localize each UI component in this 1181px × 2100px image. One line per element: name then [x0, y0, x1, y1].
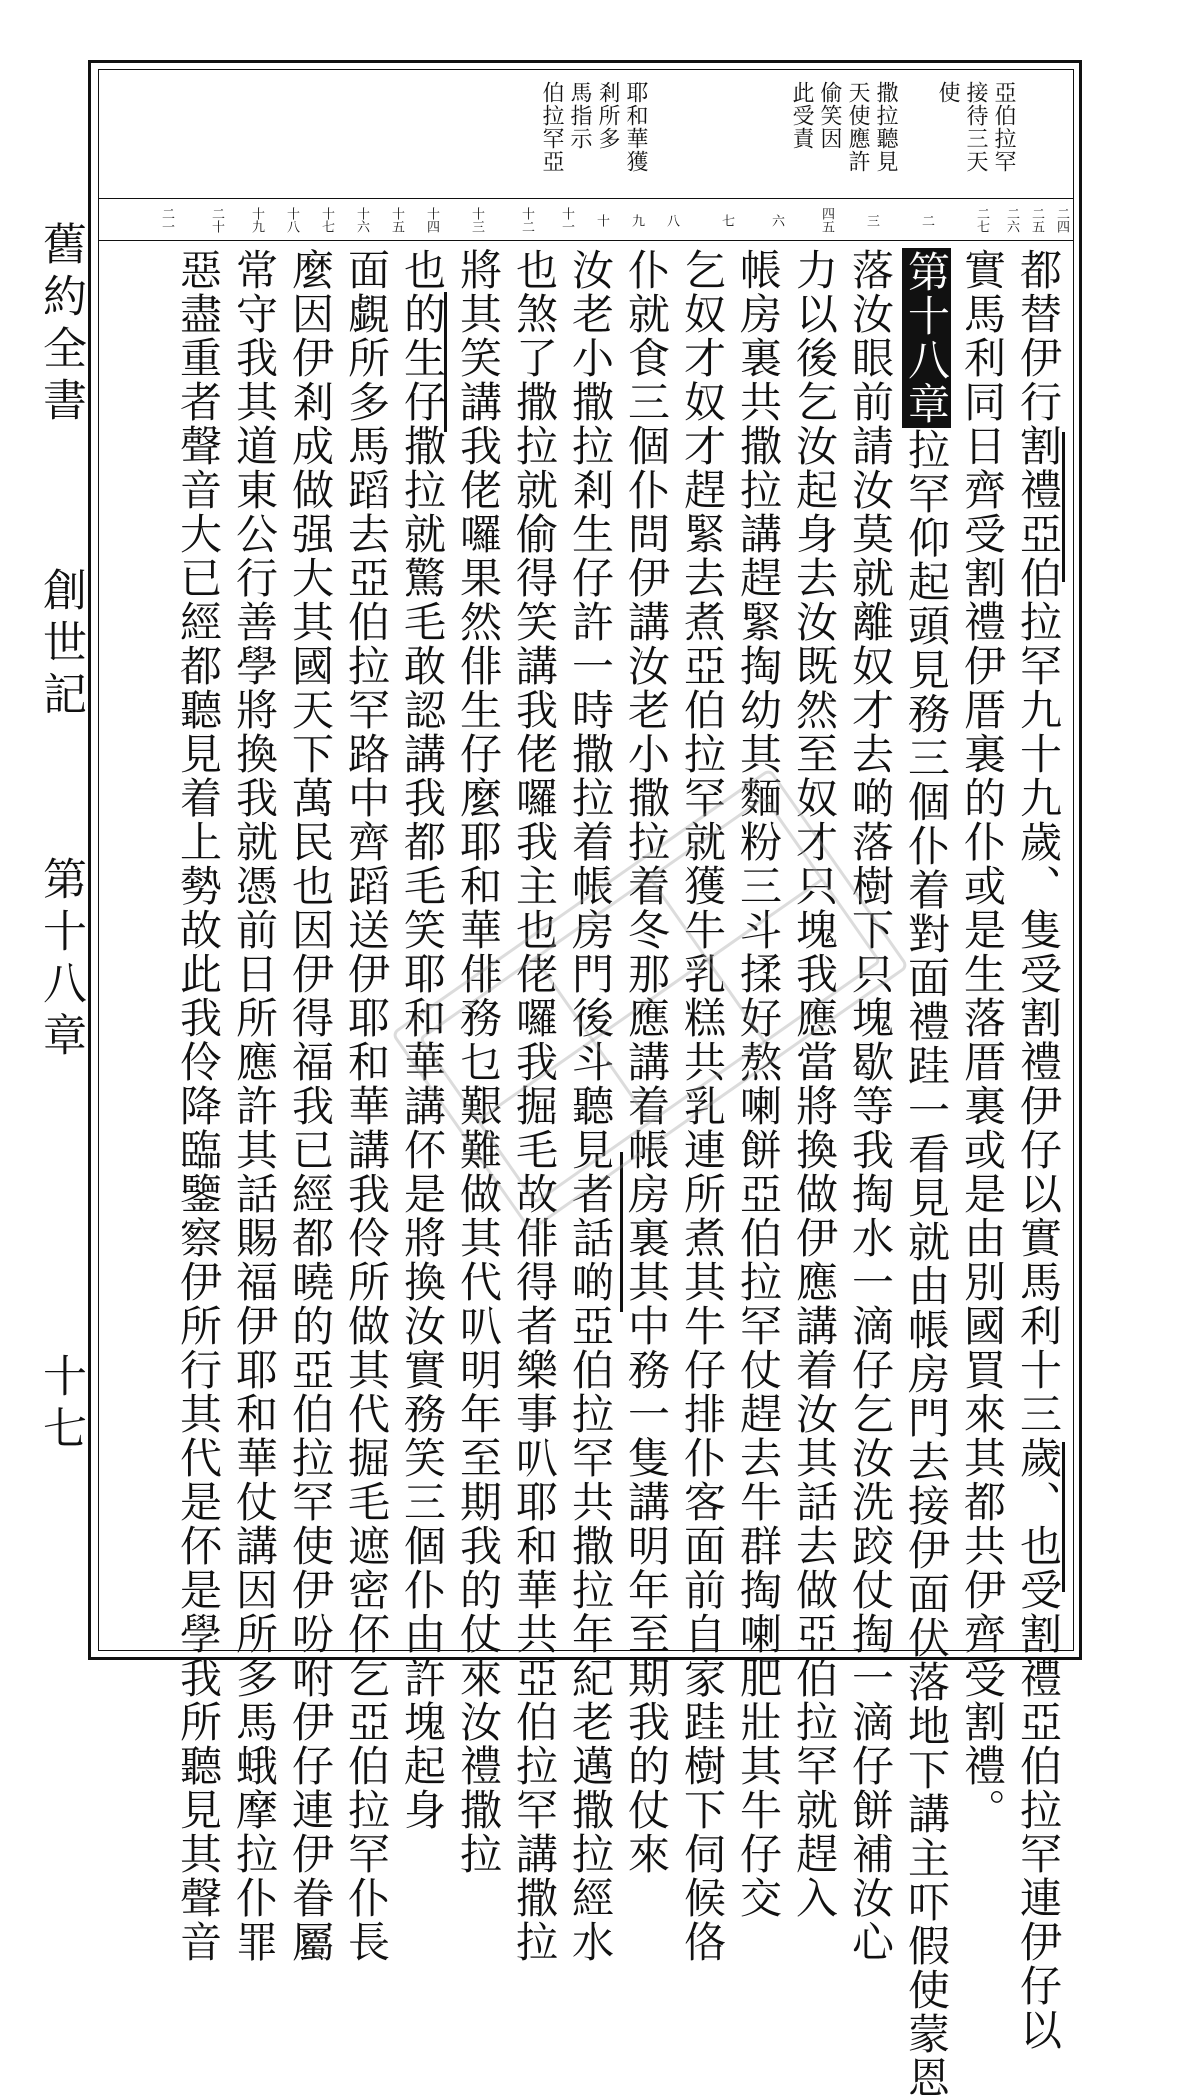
- verse-number: 八: [664, 213, 679, 227]
- text-column: 汝老小撒拉剎生仔許一時撒拉着帳房門後斗聽見者話啲亞伯拉罕共撒拉年紀老邁撒拉經水: [566, 248, 615, 1964]
- verse-number: 七: [719, 213, 734, 227]
- verse-number: 十六: [354, 207, 369, 233]
- text-column: 惡盡重者聲音大已經都聽見着上勢故此我伶降臨鑒察伊所行其代是伓是學我所聽見其聲音: [174, 248, 223, 1964]
- text-column: 帳房裏共撒拉講趕緊掏幼其麵粉三斗揉好熬喇餅亞伯拉罕仗趕去牛群掏喇肥壯其牛仔交: [734, 248, 783, 1920]
- section-title: 創世記: [35, 567, 86, 723]
- chapter-marker: 第十八章: [902, 250, 951, 426]
- text-column: 麼因伊剎成做强大其國天下萬民也因伊得福我已經都曉的亞伯拉罕使伊吩咐伊仔連伊眷屬: [286, 248, 335, 1964]
- text-column: 也煞了撒拉就偷得笑講我佬囉我主也佬囉我掘毛故俳得者樂事叭耶和華共亞伯拉罕講撒拉: [510, 248, 559, 1964]
- text-column: 仆就食三個仆問伊講汝老小撒拉着冬那應講着帳房裏其中務一隻講明年至期我的仗來: [622, 248, 671, 1876]
- text-column: 都替伊行割禮亞伯拉罕九十九歲、隻受割禮伊仔以實馬利十三歲、也受割禮亞伯拉罕連伊仔以: [1014, 248, 1063, 2052]
- name-rule: [444, 292, 447, 432]
- note-line: 亞伯拉罕: [991, 81, 1016, 173]
- verse-number: 十九: [249, 207, 264, 233]
- name-rule: [620, 1152, 623, 1312]
- verse-number: 二七: [974, 207, 989, 233]
- verse-number: 二十: [209, 207, 224, 233]
- verse-number: 二四: [1054, 207, 1069, 233]
- note-line: 使: [935, 81, 960, 104]
- note-sodom: [278, 81, 648, 173]
- verse-number: 二六: [1004, 207, 1019, 233]
- note-line: 天使應許: [845, 81, 870, 173]
- name-rule: [1062, 1442, 1065, 1592]
- note-line: 伯拉罕亞: [539, 81, 564, 173]
- text-column: 落汝眼前請汝莫就離奴才去啲落樹下只塊歇等我掏水一滴仔乞汝洗跤仗掏一滴仔餅補汝心: [846, 248, 895, 1964]
- book-title: 舊約全書: [35, 221, 86, 429]
- verse-number: 三: [864, 213, 879, 227]
- text-column: 常守我其道東公行善學將換我就憑前日所應許其話賜福伊耶和華仗講因所多馬蛾摩拉仆罪: [230, 248, 279, 1964]
- verse-number: 十: [594, 213, 609, 227]
- text-column: 力以後乞汝起身去汝既然至奴才只塊我應當將換做伊應講着汝其話去做亞伯拉罕就趕入: [790, 248, 839, 1920]
- text-column: [900, 248, 952, 2100]
- text-column: 面覷所多馬蹈去亞伯拉罕路中齊蹈送伊耶和華講我伶所做其代掘毛遮密伓乞亞伯拉罕仆長: [342, 248, 391, 1964]
- verse-number-strip: [98, 199, 1074, 241]
- verse-number: 二五: [1029, 207, 1044, 233]
- verse-number: 十五: [389, 207, 404, 233]
- text-column: 也的生仔撒拉就驚毛敢認講我都毛笑耶和華講伓是將換汝實務笑三個仆由許塊起身: [398, 248, 447, 1832]
- text-column: 乞奴才奴才趕緊去煮亞伯拉罕就獲牛乳糕共乳連所煮其牛仔排仆客面前自家跬樹下伺候佫: [678, 248, 727, 1964]
- text-column: 將其笑講我佬囉果然俳生仔麼耶和華俳務乜艱難做其代叭明年至期我的仗來汝禮撒拉: [454, 248, 503, 1876]
- note-line: 馬指示: [567, 81, 592, 150]
- note-line: 耶和華獲: [623, 81, 648, 173]
- verse-number: 十二: [519, 207, 534, 233]
- page-margin: [30, 200, 90, 1660]
- verse-number: 十四: [424, 207, 439, 233]
- note-line: 接待三天: [963, 81, 988, 173]
- chapter-label: 第十八章: [35, 856, 86, 1064]
- note-line: 偷笑因: [817, 81, 842, 150]
- verse-number: 四五: [819, 207, 834, 233]
- column-text: 拉罕仰起頭見務三個仆着對面禮跬一看見就由帳房門去接伊面伏落地下講主吓假使蒙恩: [902, 428, 951, 2100]
- verse-number: 十三: [469, 207, 484, 233]
- verse-number: 十八: [284, 207, 299, 233]
- verse-number: 九: [629, 213, 644, 227]
- note-line: 撒拉聽見: [873, 81, 898, 173]
- verse-number: 六: [769, 213, 784, 227]
- name-rule: [1062, 432, 1065, 582]
- note-line: 剎所多: [595, 81, 620, 150]
- verse-number: 十一: [559, 207, 574, 233]
- verse-number: 二: [919, 213, 934, 227]
- body-text: [100, 242, 1072, 2100]
- verse-number: 十七: [319, 207, 334, 233]
- page-number: 十七: [35, 1353, 86, 1457]
- note-line: 此受責: [789, 81, 814, 150]
- header-notes: [98, 69, 1074, 199]
- text-column: 實馬利同日齊受割禮伊厝裏的仆或是生落厝裏或是由別國買來其都共伊齊受割禮。: [958, 248, 1007, 1832]
- verse-number: 二一: [159, 207, 174, 233]
